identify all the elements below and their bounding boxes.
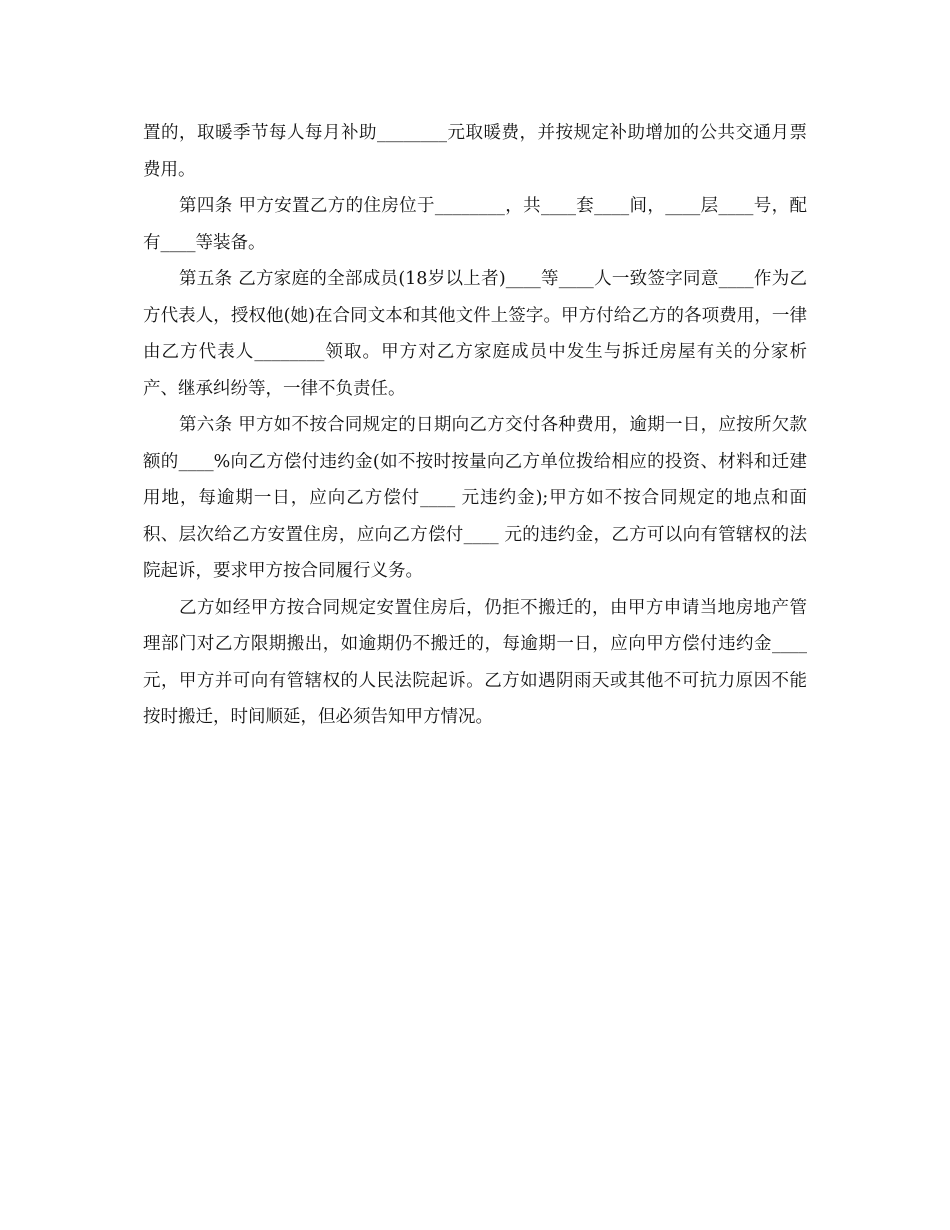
- paragraph-article-6-penalty: 第六条 甲方如不按合同规定的日期向乙方交付各种费用，逾期一日，应按所欠款额的____%向乙方偿付违约金(如不按时按量向乙方单位拨给相应的投资、材料和迁建用地，每逾期一日，应向乙方偿付____ 元违约金);甲方如不按合同规定的地点和面积、层次给乙方安置住房，应向乙方偿付____ 元的违约金，乙方可以向有管辖权的法院起诉，要求甲方按合同履行义务。: [143, 415, 807, 581]
- paragraph-heating-subsidy: 置的，取暖季节每人每月补助________元取暖费，并按规定补助增加的公共交通月票费用。: [143, 123, 807, 180]
- paragraph-article-4-housing: 第四条 甲方安置乙方的住房位于________，共____套____间，____层____号，配有____等装备。: [143, 196, 807, 253]
- paragraph-relocation-obligation: 乙方如经甲方按合同规定安置住房后，仍拒不搬迁的，由甲方申请当地房地产管理部门对乙方限期搬出，如逾期仍不搬迁的，每逾期一日，应向甲方偿付违约金____ 元，甲方并可向有管辖权的人民法院起诉。乙方如遇阴雨天或其他不可抗力原因不能按时搬迁，时间顺延，但必须告知甲方情况。: [143, 597, 813, 727]
- paragraph-article-5-representative: 第五条 乙方家庭的全部成员(18岁以上者)____等____人一致签字同意____作为乙方代表人，授权他(她)在合同文本和其他文件上签字。甲方付给乙方的各项费用，一律由乙方代表人________领取。甲方对乙方家庭成员中发生与拆迁房屋有关的分家析产、继承纠纷等，一律不负责任。: [143, 269, 807, 399]
- document-body: [143, 115, 813, 736]
